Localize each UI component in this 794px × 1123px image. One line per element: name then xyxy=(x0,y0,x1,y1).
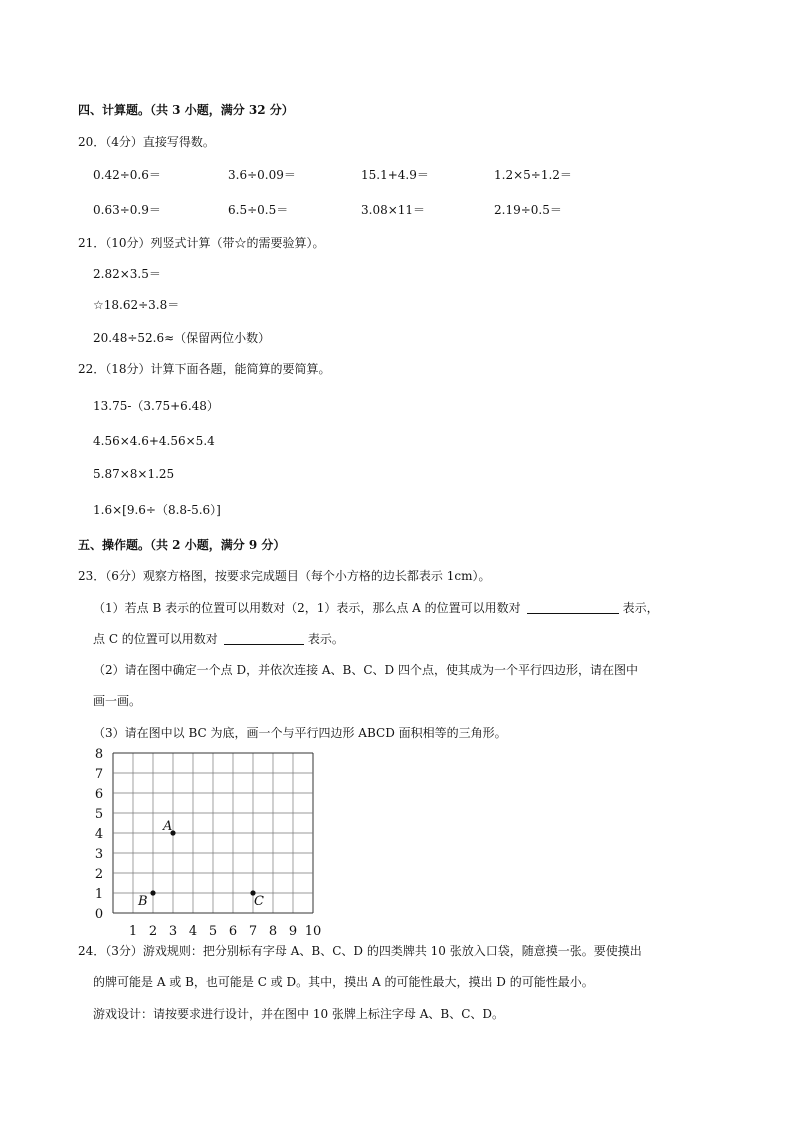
x-tick-label: 5 xyxy=(208,924,218,939)
grid-points xyxy=(137,819,264,909)
point-c-label: C xyxy=(254,894,264,909)
q23-title: 23．（6分）观察方格图，按要求完成题目（每个小方格的边长都表示 1cm）。 xyxy=(78,569,491,583)
q20-r2-c4: 2.19÷0.5＝ xyxy=(494,203,562,217)
y-tick-label: 7 xyxy=(94,767,104,782)
y-tick-label: 1 xyxy=(94,887,104,902)
q20-r1-c4: 1.2×5÷1.2＝ xyxy=(494,168,572,182)
y-tick-label: 4 xyxy=(94,827,104,842)
y-tick-label: 6 xyxy=(94,787,104,802)
q23-part1-text-c: 点 C 的位置可以用数对 xyxy=(93,632,218,646)
q24-title: 24．（3分）游戏规则：把分别标有字母 A、B、C、D 的四类牌共 10 张放入口袋，随意摸一张。要使摸出 xyxy=(78,944,642,958)
q20-r1-c1: 0.42÷0.6＝ xyxy=(93,168,161,182)
q22-title: 22．（18分）计算下面各题，能简算的要简算。 xyxy=(78,362,331,376)
y-tick-label: 5 xyxy=(94,807,104,822)
x-tick-label: 6 xyxy=(228,924,238,939)
x-tick-label: 10 xyxy=(304,924,322,939)
q20-r2-c3: 3.08×11＝ xyxy=(361,203,426,217)
q20-title: 20．（4分）直接写得数。 xyxy=(78,135,215,149)
y-tick-label: 0 xyxy=(94,907,104,922)
section4-title: 四、计算题。（共 3 小题，满分 32 分） xyxy=(78,103,294,117)
coordinate-grid[interactable] xyxy=(86,745,346,940)
q24-line2: 的牌可能是 A 或 B，也可能是 C 或 D。其中，摸出 A 的可能性最大，摸出 D 的可能性最小。 xyxy=(93,975,594,989)
y-axis-labels xyxy=(95,747,103,922)
q21-item-2: ☆18.62÷3.8＝ xyxy=(93,298,180,312)
q22-item-3: 5.87×8×1.25 xyxy=(93,467,175,481)
q20-r1-c2: 3.6÷0.09＝ xyxy=(228,168,296,182)
q23-part2-line1: （2）请在图中确定一个点 D，并依次连接 A、B、C、D 四个点，使其成为一个平行四边形，请在图中 xyxy=(93,663,638,677)
q21-item-3: 20.48÷52.6≈（保留两位小数） xyxy=(93,331,271,345)
y-tick-label: 2 xyxy=(94,867,104,882)
q23-part3: （3）请在图中以 BC 为底，画一个与平行四边形 ABCD 面积相等的三角形。 xyxy=(93,726,507,740)
section5-title: 五、操作题。（共 2 小题，满分 9 分） xyxy=(78,538,286,552)
q24-line3: 游戏设计：请按要求进行设计，并在图中 10 张牌上标注字母 A、B、C、D。 xyxy=(93,1007,505,1021)
q22-item-2: 4.56×4.6+4.56×5.4 xyxy=(93,434,215,448)
q23-part1-line1 xyxy=(93,600,659,616)
x-tick-label: 7 xyxy=(248,924,258,939)
x-tick-label: 1 xyxy=(128,924,138,939)
x-tick-label: 8 xyxy=(268,924,278,939)
q20-r1-c3: 15.1+4.9＝ xyxy=(361,168,429,182)
x-tick-label: 2 xyxy=(148,924,158,939)
point-b-label: B xyxy=(138,894,148,909)
q21-title: 21．（10分）列竖式计算（带☆的需要验算）。 xyxy=(78,236,325,250)
point-b-dot xyxy=(150,890,155,895)
x-tick-label: 4 xyxy=(188,924,198,939)
x-axis-labels xyxy=(129,924,321,939)
q21-item-1: 2.82×3.5＝ xyxy=(93,267,161,281)
q20-r2-c2: 6.5÷0.5＝ xyxy=(228,203,289,217)
answer-blank-c[interactable] xyxy=(224,632,304,645)
grid-lines xyxy=(113,753,313,913)
point-a-label: A xyxy=(163,819,173,834)
q23-part1-text-d: 表示。 xyxy=(307,632,344,646)
q23-part2-line2: 画一画。 xyxy=(93,694,142,708)
q23-part1-text-a: （1）若点 B 表示的位置可以用数对（2，1）表示，那么点 A 的位置可以用数对 xyxy=(93,601,521,615)
y-tick-label: 8 xyxy=(94,747,104,762)
q22-item-1: 13.75-（3.75+6.48） xyxy=(93,399,219,413)
x-tick-label: 9 xyxy=(288,924,298,939)
q23-part1-line2 xyxy=(93,631,344,647)
q23-part1-text-b: 表示， xyxy=(622,601,659,615)
answer-blank-a[interactable] xyxy=(527,601,619,614)
q22-item-4: 1.6×[9.6÷（8.8-5.6）] xyxy=(93,503,221,517)
q20-r2-c1: 0.63÷0.9＝ xyxy=(93,203,161,217)
y-tick-label: 3 xyxy=(94,847,104,862)
x-tick-label: 3 xyxy=(168,924,178,939)
